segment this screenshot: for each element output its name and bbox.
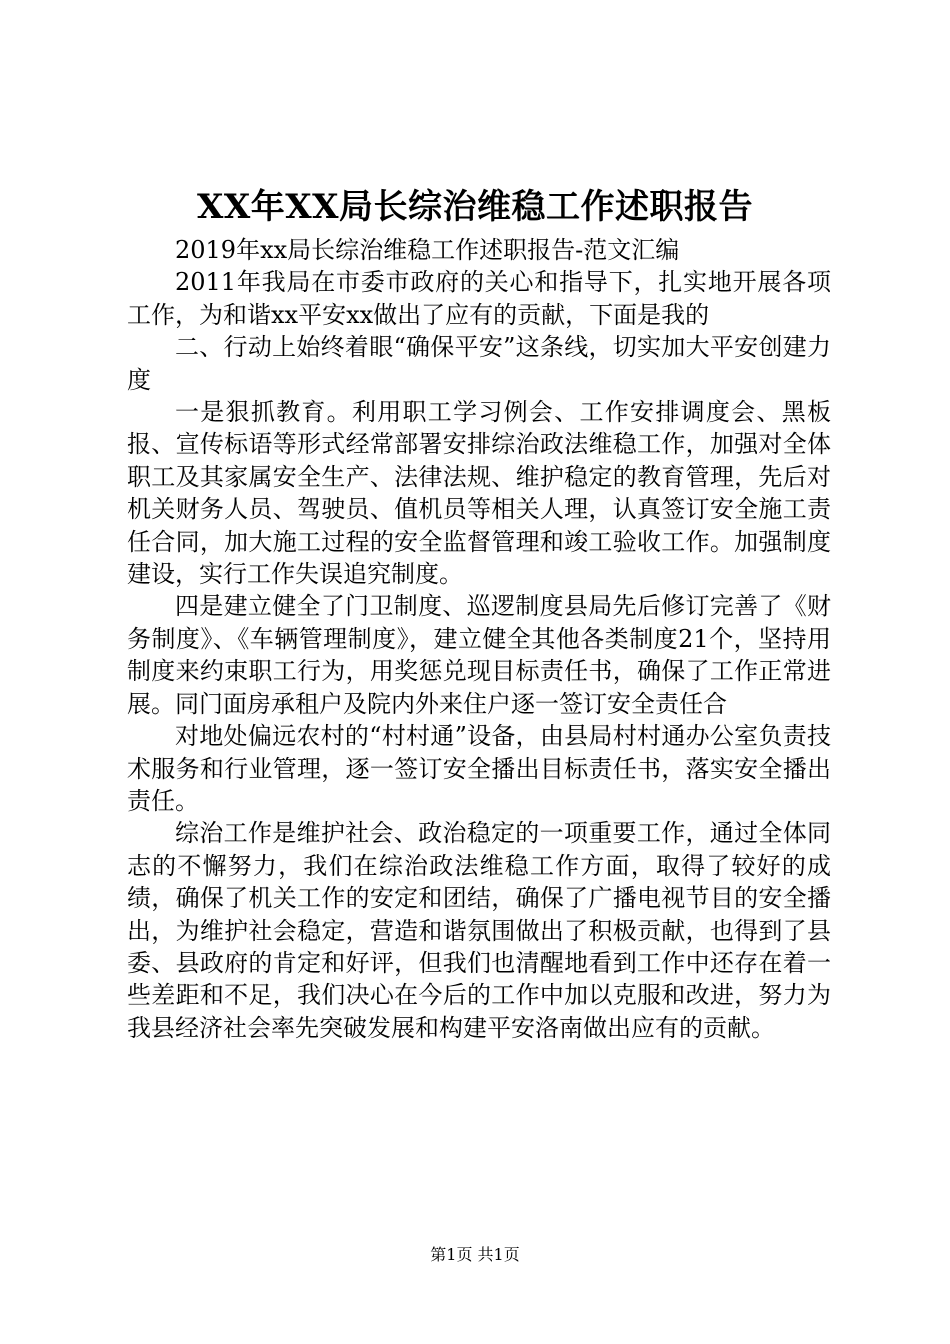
paragraph-village-equipment: 对地处偏远农村的“村村通”设备，由县局村村通办公室负责技术服务和行业管理，逐一签订安全播出目标责任书，落实安全播出责任。	[127, 722, 831, 815]
page-footer: 第1页 共1页	[430, 1245, 520, 1264]
paragraph-intro: 2011年我局在市委市政府的关心和指导下，扎实地开展各项工作，为和谐xx平安xx做出了应有的贡献，下面是我的	[127, 268, 831, 329]
paragraph-section-heading: 二、行动上始终着眼“确保平安”这条线，切实加大平安创建力度	[127, 333, 831, 394]
document-title: XX年XX局长综治维稳工作述职报告	[196, 187, 754, 227]
paragraph-education: 一是狠抓教育。利用职工学习例会、工作安排调度会、黑板报、宣传标语等形式经常部署安排综治政法维稳工作，加强对全体职工及其家属安全生产、法律法规、维护稳定的教育管理，先后对机关财务人员、驾驶员、值机员等相关人理，认真签订安全施工责任合同，加大施工过程的安全监督管理和竣工验收工作。加强制度建设，实行工作失误追究制度。	[127, 398, 831, 589]
document-body	[127, 234, 831, 1044]
paragraph-conclusion: 综治工作是维护社会、政治稳定的一项重要工作，通过全体同志的不懈努力，我们在综治政法维稳工作方面，取得了较好的成绩，确保了机关工作的安定和团结，确保了广播电视节目的安全播出，为维护社会稳定，营造和谐氛围做出了积极贡献，也得到了县委、县政府的肯定和好评，但我们也清醒地看到工作中还存在着一些差距和不足，我们决心在今后的工作中加以克服和改进，努力为我县经济社会率先突破发展和构建平安洛南做出应有的贡献。	[127, 819, 831, 1042]
paragraph-systems: 四是建立健全了门卫制度、巡逻制度县局先后修订完善了《财务制度》、《车辆管理制度》，建立健全其他各类制度21个，坚持用制度来约束职工行为，用奖惩兑现目标责任书，确保了工作正常进展。同门面房承租户及院内外来住户逐一签订安全责任合	[127, 592, 831, 718]
paragraph-subtitle: 2019年xx局长综治维稳工作述职报告-范文汇编	[175, 236, 680, 264]
